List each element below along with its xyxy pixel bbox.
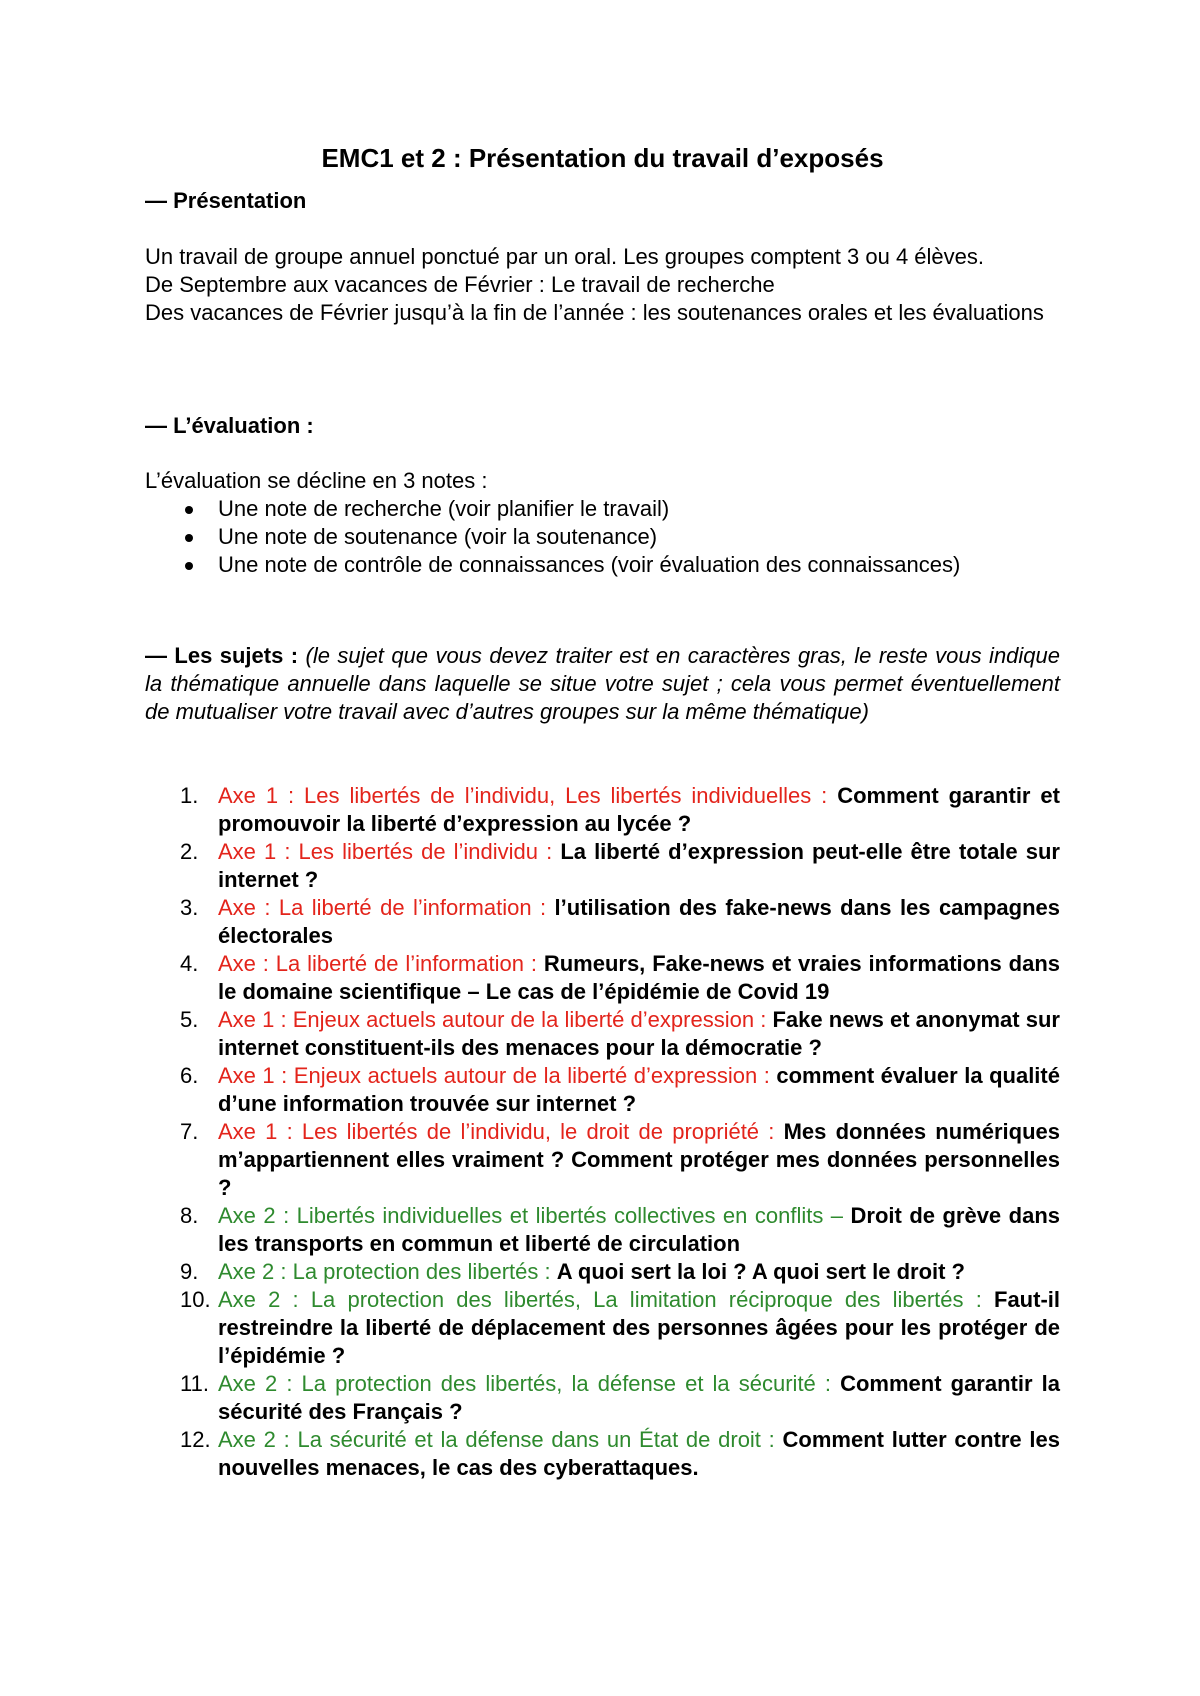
bullet-text: Une note de soutenance (voir la soutenance) <box>218 524 658 549</box>
topic-item <box>145 1062 1060 1118</box>
topic-question: l’utilisation des fake-news dans les campagnes électorales <box>218 895 1061 948</box>
topic-axe: Axe 1 : Enjeux actuels autour de la liberté d’expression : <box>218 1007 773 1032</box>
topic-item <box>145 1006 1060 1062</box>
topic-number: 12. <box>180 1427 211 1452</box>
topic-question: A quoi sert la loi ? A quoi sert le droit ? <box>556 1259 965 1284</box>
topic-number: 3. <box>180 895 199 920</box>
topic-question: comment évaluer la qualité d’une information trouvée sur internet ? <box>218 1063 1060 1116</box>
topic-question: Fake news et anonymat sur internet constituent-ils des menaces pour la démocratie ? <box>218 1007 1060 1060</box>
list-item <box>145 523 1060 551</box>
bullet-icon <box>185 562 193 570</box>
topic-item <box>145 1202 1060 1258</box>
section-heading-presentation: — Présentation <box>145 188 307 213</box>
topic-item <box>145 894 1060 950</box>
topic-axe: Axe 1 : Enjeux actuels autour de la liberté d’expression : <box>218 1063 777 1088</box>
topic-question: Comment garantir et promouvoir la liberté d’expression au lycée ? <box>218 783 1060 836</box>
presentation-body <box>145 243 1060 327</box>
section-heading-evaluation: — L’évaluation : <box>145 413 314 438</box>
topic-axe: Axe 1 : Les libertés de l’individu : <box>218 839 561 864</box>
section-heading-sujets: — Les sujets : <box>145 643 299 668</box>
topic-axe: Axe 2 : La protection des libertés, la défense et la sécurité : <box>218 1371 841 1396</box>
sujets-intro: (le sujet que vous devez traiter est en caractères gras, le reste vous indique la thématique annuelle dans laquelle se situe votre sujet ; cela vous permet éventuellement de mutualiser votre travail avec d’autres groupes sur la même thématique) <box>145 643 1061 724</box>
evaluation-list <box>145 495 1060 579</box>
bullet-icon <box>185 506 193 514</box>
page-title: EMC1 et 2 : Présentation du travail d’exposés <box>321 143 884 173</box>
topic-axe: Axe : La liberté de l’information : <box>218 951 544 976</box>
topic-axe: Axe 2 : Libertés individuelles et libertés collectives en conflits – <box>218 1203 851 1228</box>
topic-item <box>145 1286 1060 1370</box>
topic-number: 11. <box>180 1371 209 1396</box>
list-item <box>145 495 1060 523</box>
sujets-intro-block <box>145 642 1060 726</box>
evaluation-intro: L’évaluation se décline en 3 notes : <box>145 468 488 493</box>
topic-number: 5. <box>180 1007 199 1032</box>
topic-number: 6. <box>180 1063 199 1088</box>
bullet-text: Une note de contrôle de connaissances (voir évaluation des connaissances) <box>218 552 961 577</box>
topic-item <box>145 1258 1060 1286</box>
topics-list <box>145 782 1060 1482</box>
topic-question: Rumeurs, Fake-news et vraies informations dans le domaine scientifique – Le cas de l’épidémie de Covid 19 <box>218 951 1060 1004</box>
topic-question: Mes données numériques m’appartiennent elles vraiment ? Comment protéger mes données personnelles ? <box>218 1119 1060 1200</box>
topic-question: Comment garantir la sécurité des Français ? <box>218 1371 1060 1424</box>
topic-item <box>145 838 1060 894</box>
presentation-paragraph: Des vacances de Février jusqu’à la fin de l’année : les soutenances orales et les évaluations <box>145 300 1044 325</box>
topic-item <box>145 1370 1060 1426</box>
topic-question: La liberté d’expression peut-elle être totale sur internet ? <box>218 839 1060 892</box>
topic-item <box>145 950 1060 1006</box>
topic-number: 7. <box>180 1119 199 1144</box>
topic-number: 9. <box>180 1259 199 1284</box>
topic-item <box>145 782 1060 838</box>
presentation-paragraph: Un travail de groupe annuel ponctué par un oral. Les groupes comptent 3 ou 4 élèves. <box>145 244 984 269</box>
topic-question: Comment lutter contre les nouvelles menaces, le cas des cyberattaques. <box>218 1427 1060 1480</box>
topic-number: 1. <box>180 783 199 808</box>
topic-question: Faut-il restreindre la liberté de déplacement des personnes âgées pour les protéger de l’épidémie ? <box>218 1287 1060 1368</box>
topic-number: 2. <box>180 839 199 864</box>
topic-number: 10. <box>180 1287 211 1312</box>
topic-axe: Axe : La liberté de l’information : <box>218 895 555 920</box>
topic-number: 4. <box>180 951 199 976</box>
topic-question: Droit de grève dans les transports en commun et liberté de circulation <box>218 1203 1060 1256</box>
topic-axe: Axe 1 : Les libertés de l’individu, Les libertés individuelles : <box>218 783 838 808</box>
topic-axe: Axe 2 : La protection des libertés : <box>218 1259 557 1284</box>
bullet-text: Une note de recherche (voir planifier le travail) <box>218 496 670 521</box>
topic-item <box>145 1118 1060 1202</box>
topic-item <box>145 1426 1060 1482</box>
topic-number: 8. <box>180 1203 199 1228</box>
topic-axe: Axe 2 : La protection des libertés, La limitation réciproque des libertés : <box>218 1287 994 1312</box>
presentation-paragraph: De Septembre aux vacances de Février : Le travail de recherche <box>145 272 775 297</box>
topic-axe: Axe 2 : La sécurité et la défense dans un État de droit : <box>218 1427 783 1452</box>
topic-axe: Axe 1 : Les libertés de l’individu, le droit de propriété : <box>218 1119 784 1144</box>
list-item <box>145 551 1060 579</box>
bullet-icon <box>185 534 193 542</box>
